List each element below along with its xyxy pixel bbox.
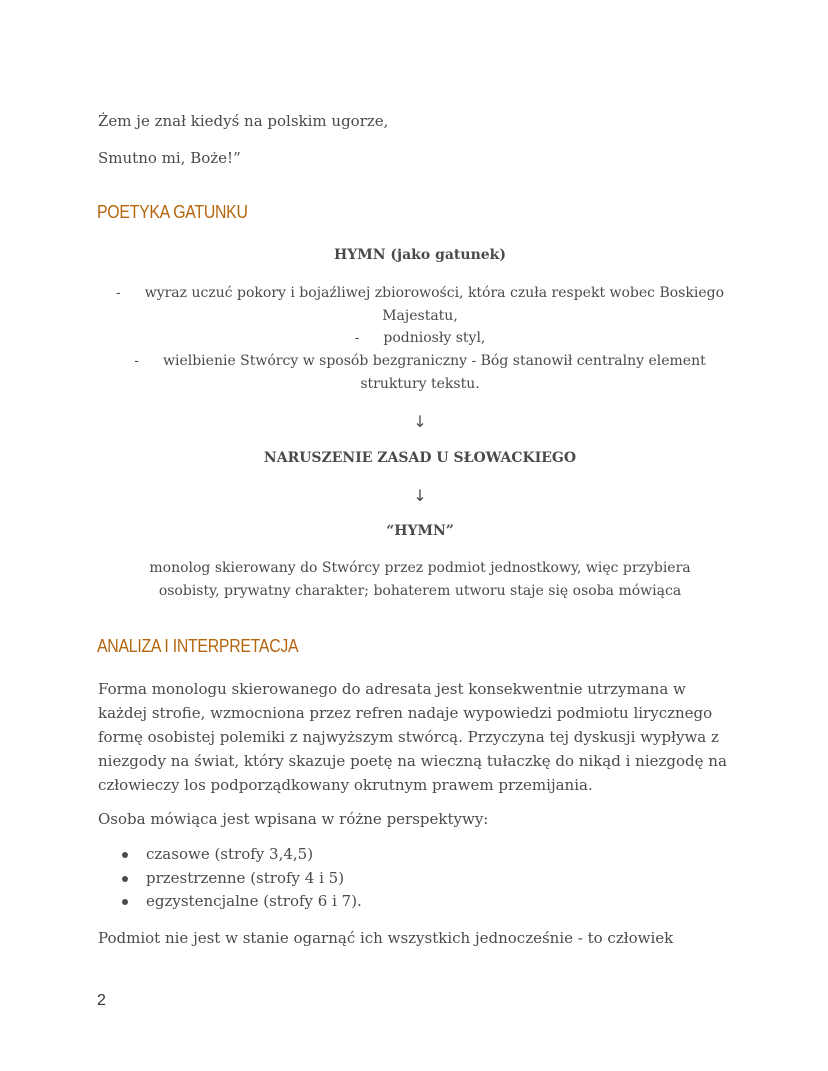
perspectives-intro: Osoba mówiąca jest wpisana w różne perspektywy: — [98, 810, 489, 828]
analysis-paragraph: Forma monologu skierowanego do adresata jest konsekwentnie utrzymana w każdej strofie, wzmocniona przez refren nadaje wypowiedzi podmiotu lirycznego formę osobistej polemiki z najwyższym stwórcą. Przyczyna tej dyskusji wypływa z niezgody na świat, który skazuje poetę na wieczną tułaczkę do nikąd i niezgodę na człowieczy los podporządkowany okrutnym prawem przemijania. — [98, 680, 727, 794]
list-item: przestrzenne (strofy 4 i 5) — [98, 867, 362, 891]
genre-feature-2: - podniosły styl, — [354, 330, 486, 346]
closing-line: Podmiot nie jest w stanie ogarnąć ich wszystkich jednocześnie - to człowiek — [98, 929, 674, 947]
genre-feature-1: - wyraz uczuć pokory i bojaźliwej zbiorowości, która czuła respekt wobec Boskiego Majestatu, — [115, 285, 725, 324]
poem-line-1: Żem je znał kiedyś na polskim ugorze, — [98, 112, 389, 130]
violation-title: NARUSZENIE ZASAD U SŁOWACKIEGO — [263, 450, 577, 466]
genre-feature-3: - wielbienie Stwórcy w sposób bezgraniczny - Bóg stanowił centralny element struktury tekstu. — [134, 353, 706, 392]
hymn-quoted-title: “HYMN” — [386, 523, 454, 539]
bullet-icon — [122, 876, 128, 882]
down-arrow-icon: ↓ — [413, 412, 427, 431]
list-item: czasowe (strofy 3,4,5) — [98, 843, 362, 867]
hymn-description: monolog skierowany do Stwórcy przez podmiot jednostkowy, więc przybiera osobisty, prywatny charakter; bohaterem utworu staje się osoba mówiąca — [149, 560, 691, 599]
list-item: egzystencjalne (strofy 6 i 7). — [98, 890, 362, 914]
poem-line-2: Smutno mi, Boże!” — [98, 149, 241, 167]
section-heading-analiza: ANALIZA I INTERPRETACJA — [97, 636, 299, 656]
bullet-icon — [122, 899, 128, 905]
perspectives-list — [98, 843, 362, 914]
bullet-icon — [122, 852, 128, 858]
section-heading-poetyka: POETYKA GATUNKU — [97, 202, 248, 222]
down-arrow-icon: ↓ — [413, 486, 427, 505]
hymn-genre-title: HYMN (jako gatunek) — [334, 247, 506, 263]
page-number: 2 — [97, 992, 106, 1009]
